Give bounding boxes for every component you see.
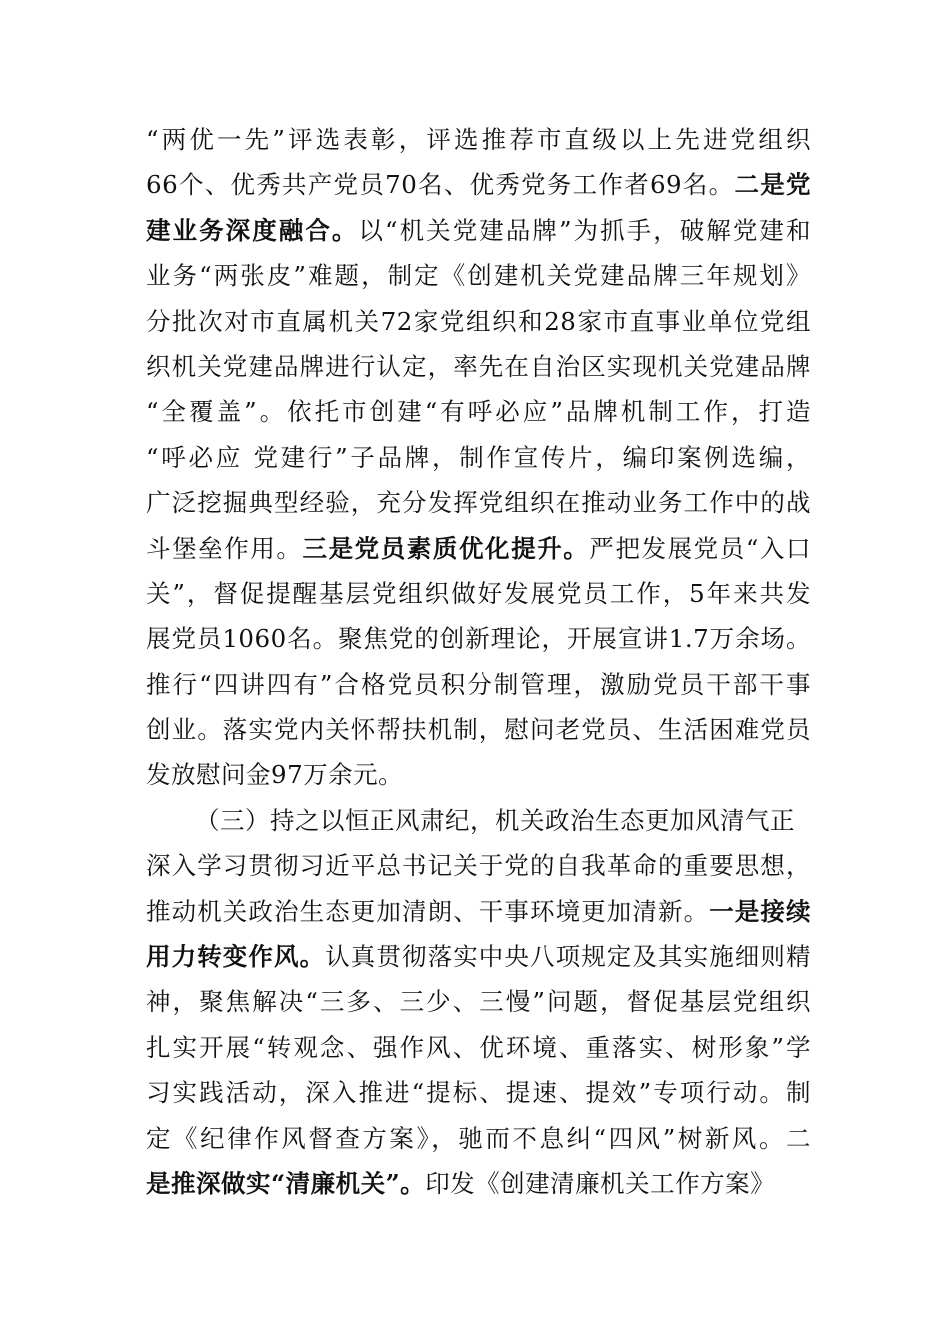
text-line [146, 1025, 811, 1070]
text-run: 推动机关政治生态更加清朗、干事环境更加清新。 [146, 896, 710, 926]
text-run: “两优一先”评选表彰，评选推荐市直级以上先进党组织 [146, 125, 811, 154]
bold-lead-phrase: 建业务深度融合。 [146, 215, 359, 245]
text-run: 以“机关党建品牌”为抓手，破解党建和 [358, 215, 811, 245]
text-run: 深入学习贯彻习近平总书记关于党的自我革命的重要思想， [146, 851, 811, 881]
text-line [146, 389, 811, 434]
text-line [146, 1161, 811, 1206]
body-text [146, 117, 811, 1206]
text-run: 发放慰问金97万余元。 [146, 760, 404, 790]
text-line [146, 435, 811, 480]
section-heading [146, 798, 811, 843]
text-run: 广泛挖掘典型经验，充分发挥党组织在推动业务工作中的战 [146, 488, 811, 518]
text-run: 关”，督促提醒基层党组织做好发展党员工作，5年来共发 [146, 578, 811, 608]
bold-lead-phrase: 用力转变作风。 [146, 942, 326, 972]
bold-lead-phrase: 是推深做实“清廉机关”。 [146, 1168, 426, 1198]
text-line [146, 662, 811, 707]
text-line [146, 843, 811, 888]
text-line [146, 208, 811, 253]
text-run: “呼必应 党建行”子品牌，制作宣传片，编印案例选编， [146, 442, 811, 472]
text-line [146, 752, 811, 797]
text-line [146, 616, 811, 661]
text-line [146, 571, 811, 616]
text-run: 展党员1060名。聚焦党的创新理论，开展宣讲1.7万余场。 [146, 624, 811, 654]
text-line [146, 344, 811, 389]
text-line [146, 1116, 811, 1161]
bold-lead-phrase: 二是党 [734, 170, 812, 200]
text-line [146, 299, 811, 344]
text-line [146, 480, 811, 525]
text-line [146, 1070, 811, 1115]
text-run: 推行“四讲四有”合格党员积分制管理，激励党员干部干事 [146, 669, 811, 699]
text-run: “全覆盖”。依托市创建“有呼必应”品牌机制工作，打造 [146, 397, 811, 427]
bold-lead-phrase: 一是接续 [709, 896, 812, 926]
text-run: 创业。落实党内关怀帮扶机制，慰问老党员、生活困难党员 [146, 715, 811, 745]
text-line [146, 889, 811, 934]
text-run: 神，聚焦解决“三多、三少、三慢”问题，督促基层党组织 [146, 987, 811, 1017]
bold-lead-phrase: 三是党员素质优化提升。 [302, 533, 590, 563]
text-line [146, 117, 811, 162]
text-run: 斗堡垒作用。 [146, 533, 303, 563]
text-run: 印发《创建清廉机关工作方案》 [425, 1168, 776, 1198]
text-line [146, 162, 811, 207]
text-line [146, 707, 811, 752]
text-run: （三）持之以恒正风肃纪，机关政治生态更加风清气正 [195, 805, 795, 835]
text-run: 业务“两张皮”难题，制定《创建机关党建品牌三年规划》 [146, 261, 811, 291]
text-run: 织机关党建品牌进行认定，率先在自治区实现机关党建品牌 [146, 351, 811, 381]
text-line [146, 979, 811, 1024]
text-line [146, 526, 811, 571]
text-line [146, 253, 811, 298]
text-run: 认真贯彻落实中央八项规定及其实施细则精 [325, 942, 812, 972]
text-run: 66个、优秀共产党员70名、优秀党务工作者69名。 [146, 170, 735, 200]
text-run: 习实践活动，深入推进“提标、提速、提效”专项行动。制 [146, 1078, 811, 1108]
text-run: 分批次对市直属机关72家党组织和28家市直事业单位党组 [146, 306, 811, 336]
text-run: 严把发展党员“入口 [589, 533, 812, 563]
text-run: 扎实开展“转观念、强作风、优环境、重落实、树形象”学 [146, 1032, 811, 1062]
text-line [146, 934, 811, 979]
text-run: 定《纪律作风督查方案》，驰而不息纠“四风”树新风。二 [146, 1123, 811, 1153]
